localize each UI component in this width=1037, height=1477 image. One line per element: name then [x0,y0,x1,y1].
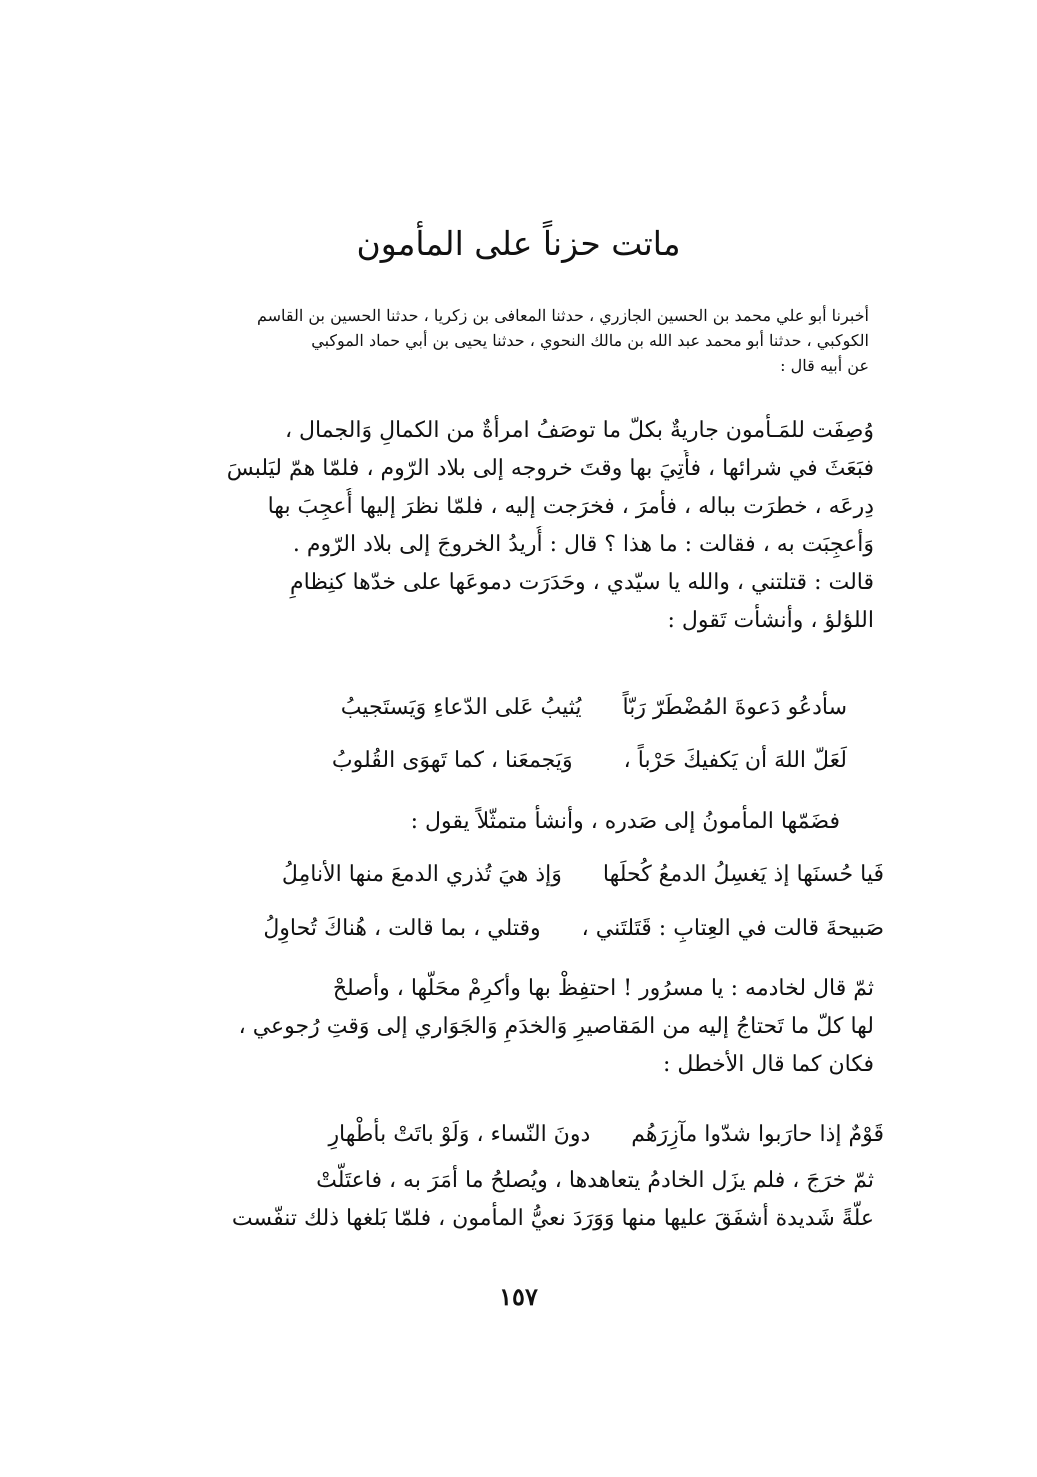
isnad-line: أخبرنا أبو علي محمد بن الحسين الجازري ، حدثنا المعافى بن زكريا ، حدثنا الحسين بن القاسم [256,306,869,325]
paragraph-narrative [154,970,874,1084]
verse-second-hemistich: يُثيبُ عَلى الدّعاءِ وَيَستَجيبُ [340,695,582,720]
text-line: علّةً شَديدة أشفَقَ عليها منها وَوَرَدَ نعيُّ المأمون ، فلمّا بَلغها ذلك تنفّست [231,1206,874,1231]
text-line: فضَمّها المأمونُ إلى صَدره ، وأنشأ متمثّلاً يقول : [410,809,840,834]
poem-verse [282,855,884,895]
text-line: فكان كما قال الأخطل : [663,1052,874,1077]
isnad-chain [159,303,869,378]
verse-second-hemistich: وقتلي ، بما قالت ، هُناكَ تُحاوِلُ [263,916,541,941]
paragraph-narrative [154,1162,874,1238]
isnad-line: عن أبيه قال : [780,356,869,375]
verse-first-hemistich: فَيا حُسنَها إذ يَغسِلُ الدمعُ كُحلَها [602,862,884,887]
poem-verse [263,909,884,949]
verse-first-hemistich: صَبيحةَ قالت في العِتابِ : قَتَلتَني ، [581,916,884,941]
verse-second-hemistich: وَيَجمعَنا ، كما تَهوَى القُلوبُ [331,748,573,773]
text-line: وَأعجِبَت به ، فقالت : ما هذا ؟ قال : أُريدُ الخروجَ إلى بلاد الرّوم . [292,532,874,557]
text-line: اللؤلؤ ، وأنشأت تَقول : [667,608,874,633]
text-line: وُصِفَت للمَـأمون جاريةٌ بكلّ ما توصَفُ امرأةٌ من الكمالِ وَالجمال ، [284,418,874,443]
text-line: قالت : قتلتني ، والله يا سيّدي ، وحَدَرَت دموعَها على خدّها كنِظامِ [290,570,874,595]
text-line: دِرعَه ، خطرَت بباله ، فأمرَ ، فخرَجت إليه ، فلمّا نظرَ إليها أُعجِبَ بها [267,494,874,519]
text-line: ثمّ خرَجَ ، فلم يزَل الخادمُ يتعاهدها ، ويُصلحُ ما أمَرَ به ، فاعتَلّتْ [316,1168,874,1193]
poem-verse [332,741,847,781]
chapter-title: ماتت حزناً على المأمون [356,224,681,263]
verse-second-hemistich: وَإذ هيَ تُذري الدمعَ منها الأنامِلُ [281,862,562,887]
verse-first-hemistich: سأدعُو دَعوةَ المُضْطَرّ رَبّاً [622,695,847,720]
text-line: لها كلّ ما تَحتاجُ إليه من المَقاصيرِ وَالخدَمِ وَالجَوَاري إلى وَقتِ رُجوعي ، [238,1014,874,1039]
verse-first-hemistich: لَعَلّ اللهَ أن يَكفيكَ حَرْباً ، [623,748,847,773]
verse-first-hemistich: قَوْمٌ إذا حارَبوا شدّوا مآزِرَهُم [631,1122,884,1147]
verse-second-hemistich: دونَ النّساء ، وَلَوْ باتَتْ بأطْهارِ [328,1122,591,1147]
paragraph-narrative [154,803,874,841]
isnad-line: الكوكبي ، حدثنا أبو محمد عبد الله بن مالك النحوي ، حدثنا يحيى بن أبي حماد الموكبي [311,331,869,350]
text-line: فبَعَثَ في شرائها ، فأُتِيَ بها وقتَ خروجه إلى بلاد الرّوم ، فلمّا همّ ليَلبسَ [226,456,874,481]
poem-verse [341,688,847,728]
page-number: ١٥٧ [499,1282,538,1311]
paragraph-narrative [154,412,874,640]
text-line: ثمّ قال لخادمه : يا مسرُور ! احتفِظْ بها وأكرِمْ محَلّها ، وأصلحْ [332,976,874,1001]
poem-verse [328,1115,884,1155]
